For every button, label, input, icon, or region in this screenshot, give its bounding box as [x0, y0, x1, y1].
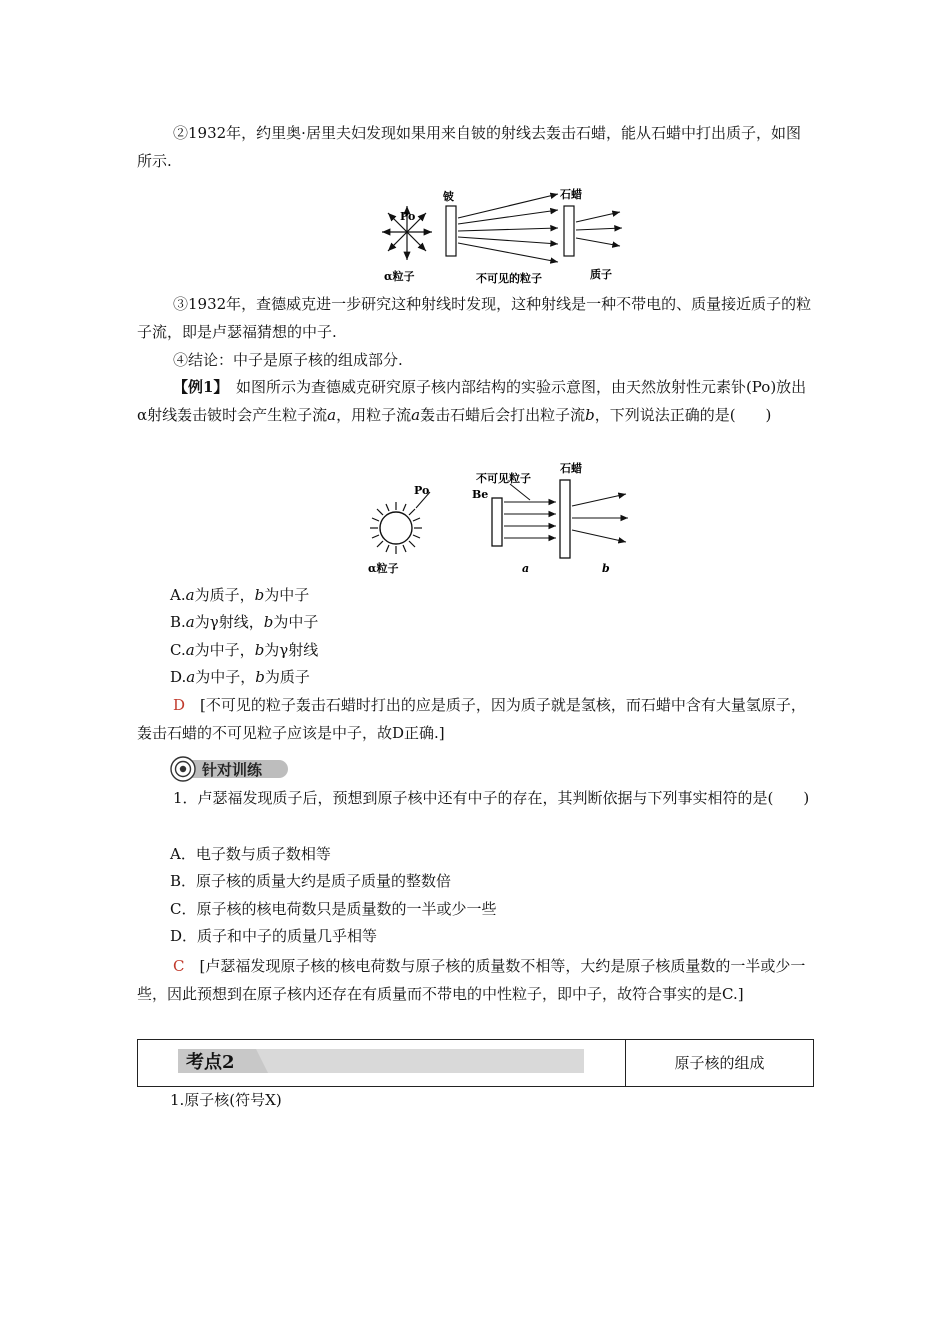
beryllium-label: Be [472, 488, 489, 501]
exercise-option-a[interactable]: A．电子数与质子数相等 [170, 845, 331, 863]
example-1-answer: D [不可见的粒子轰击石蜡时打出的应是质子，因为质子就是氢核，而石蜡中含有大量氢原子，轰击石蜡的不可见粒子应该是中子，故D正确.] [137, 696, 806, 742]
figure-chadwick-setup-1 [370, 184, 640, 286]
section-badge [178, 1046, 588, 1076]
example-tag: 【例1】 [173, 378, 221, 396]
section-header-table [137, 1039, 814, 1087]
exercise-option-d[interactable]: D．质子和中子的质量几乎相等 [170, 927, 378, 945]
paraffin-plate [564, 206, 574, 256]
exercise-1-answer: C [卢瑟福发现原子核的核电荷数与原子核的质量数不相等，大约是原子核质量数的一半或少一些，因此预想到在原子核内还存在有质量而不带电的中性粒子，即中子，故符合事实的是C.] [137, 957, 806, 1003]
paraffin-plate [560, 480, 570, 558]
item-1-heading: 1.原子核(符号X) [170, 1091, 282, 1109]
proton-rays [572, 494, 628, 542]
exercise-option-c[interactable]: C．原子核的核电荷数只是质量数的一半或少一些 [170, 900, 497, 918]
option-d[interactable]: D.a为中子，b为质子 [170, 668, 310, 686]
po-sun-source [370, 492, 430, 554]
option-c[interactable]: C.a为中子，b为γ射线 [170, 641, 319, 659]
practice-banner [170, 756, 290, 782]
answer-letter: C [173, 957, 185, 975]
paragraph-conclusion: ④结论：中子是原子核的组成部分. [173, 351, 403, 369]
paragraph-history-3: ③1932年，查德威克进一步研究这种射线时发现，这种射线是一种不带电的、质量接近质子的粒子流，即是卢瑟福猜想的中子. [137, 295, 812, 341]
exercise-option-b[interactable]: B．原子核的质量大约是质子质量的整数倍 [170, 872, 452, 890]
invisible-particle-rays [458, 194, 558, 262]
option-b[interactable]: B.a为γ射线，b为中子 [170, 613, 319, 631]
stream-a-label: a [522, 562, 530, 575]
po-label: Po [400, 210, 416, 223]
answer-letter: D [173, 696, 186, 714]
beryllium-plate [446, 206, 456, 256]
exercise-1-stem: 1．卢瑟福发现质子后，预想到原子核中还有中子的存在，其判断依据与下列事实相符的是( ) [173, 789, 810, 807]
invisible-particle-label: 不可见粒子 [476, 472, 531, 485]
section-title: 原子核的组成 [674, 1054, 765, 1072]
stream-b-label: b [602, 562, 610, 575]
paragraph-history-2: ②1932年，约里奥·居里夫妇发现如果用来自铍的射线去轰击石蜡，能从石蜡中打出质子，如图所示. [137, 124, 801, 170]
section-badge-cell [138, 1040, 626, 1086]
proton-label: 质子 [590, 268, 612, 281]
example-1-stem: 【例1】 如图所示为查德威克研究原子核内部结构的实验示意图，由天然放射性元素钋(Po)放出α射线轰击铍时会产生粒子流a，用粒子流a轰击石蜡后会打出粒子流b，下列说法正确的是( ) [137, 378, 807, 424]
beryllium-plate [492, 498, 502, 546]
invisible-particle-rays [504, 502, 556, 538]
invisible-particle-label: 不可见的粒子 [476, 272, 542, 285]
option-a[interactable]: A.a为质子，b为中子 [170, 586, 310, 604]
beryllium-label: 铍 [443, 190, 454, 203]
practice-banner-label: 针对训练 [202, 761, 263, 779]
po-label: Po [414, 484, 430, 497]
alpha-particle-label: α粒子 [384, 270, 415, 283]
section-badge-label: 考点2 [186, 1052, 235, 1073]
alpha-particle-label: α粒子 [368, 562, 399, 575]
proton-rays [576, 212, 622, 246]
paraffin-label: 石蜡 [560, 462, 582, 475]
paraffin-label: 石蜡 [560, 188, 582, 201]
figure-chadwick-setup-2 [350, 462, 640, 580]
